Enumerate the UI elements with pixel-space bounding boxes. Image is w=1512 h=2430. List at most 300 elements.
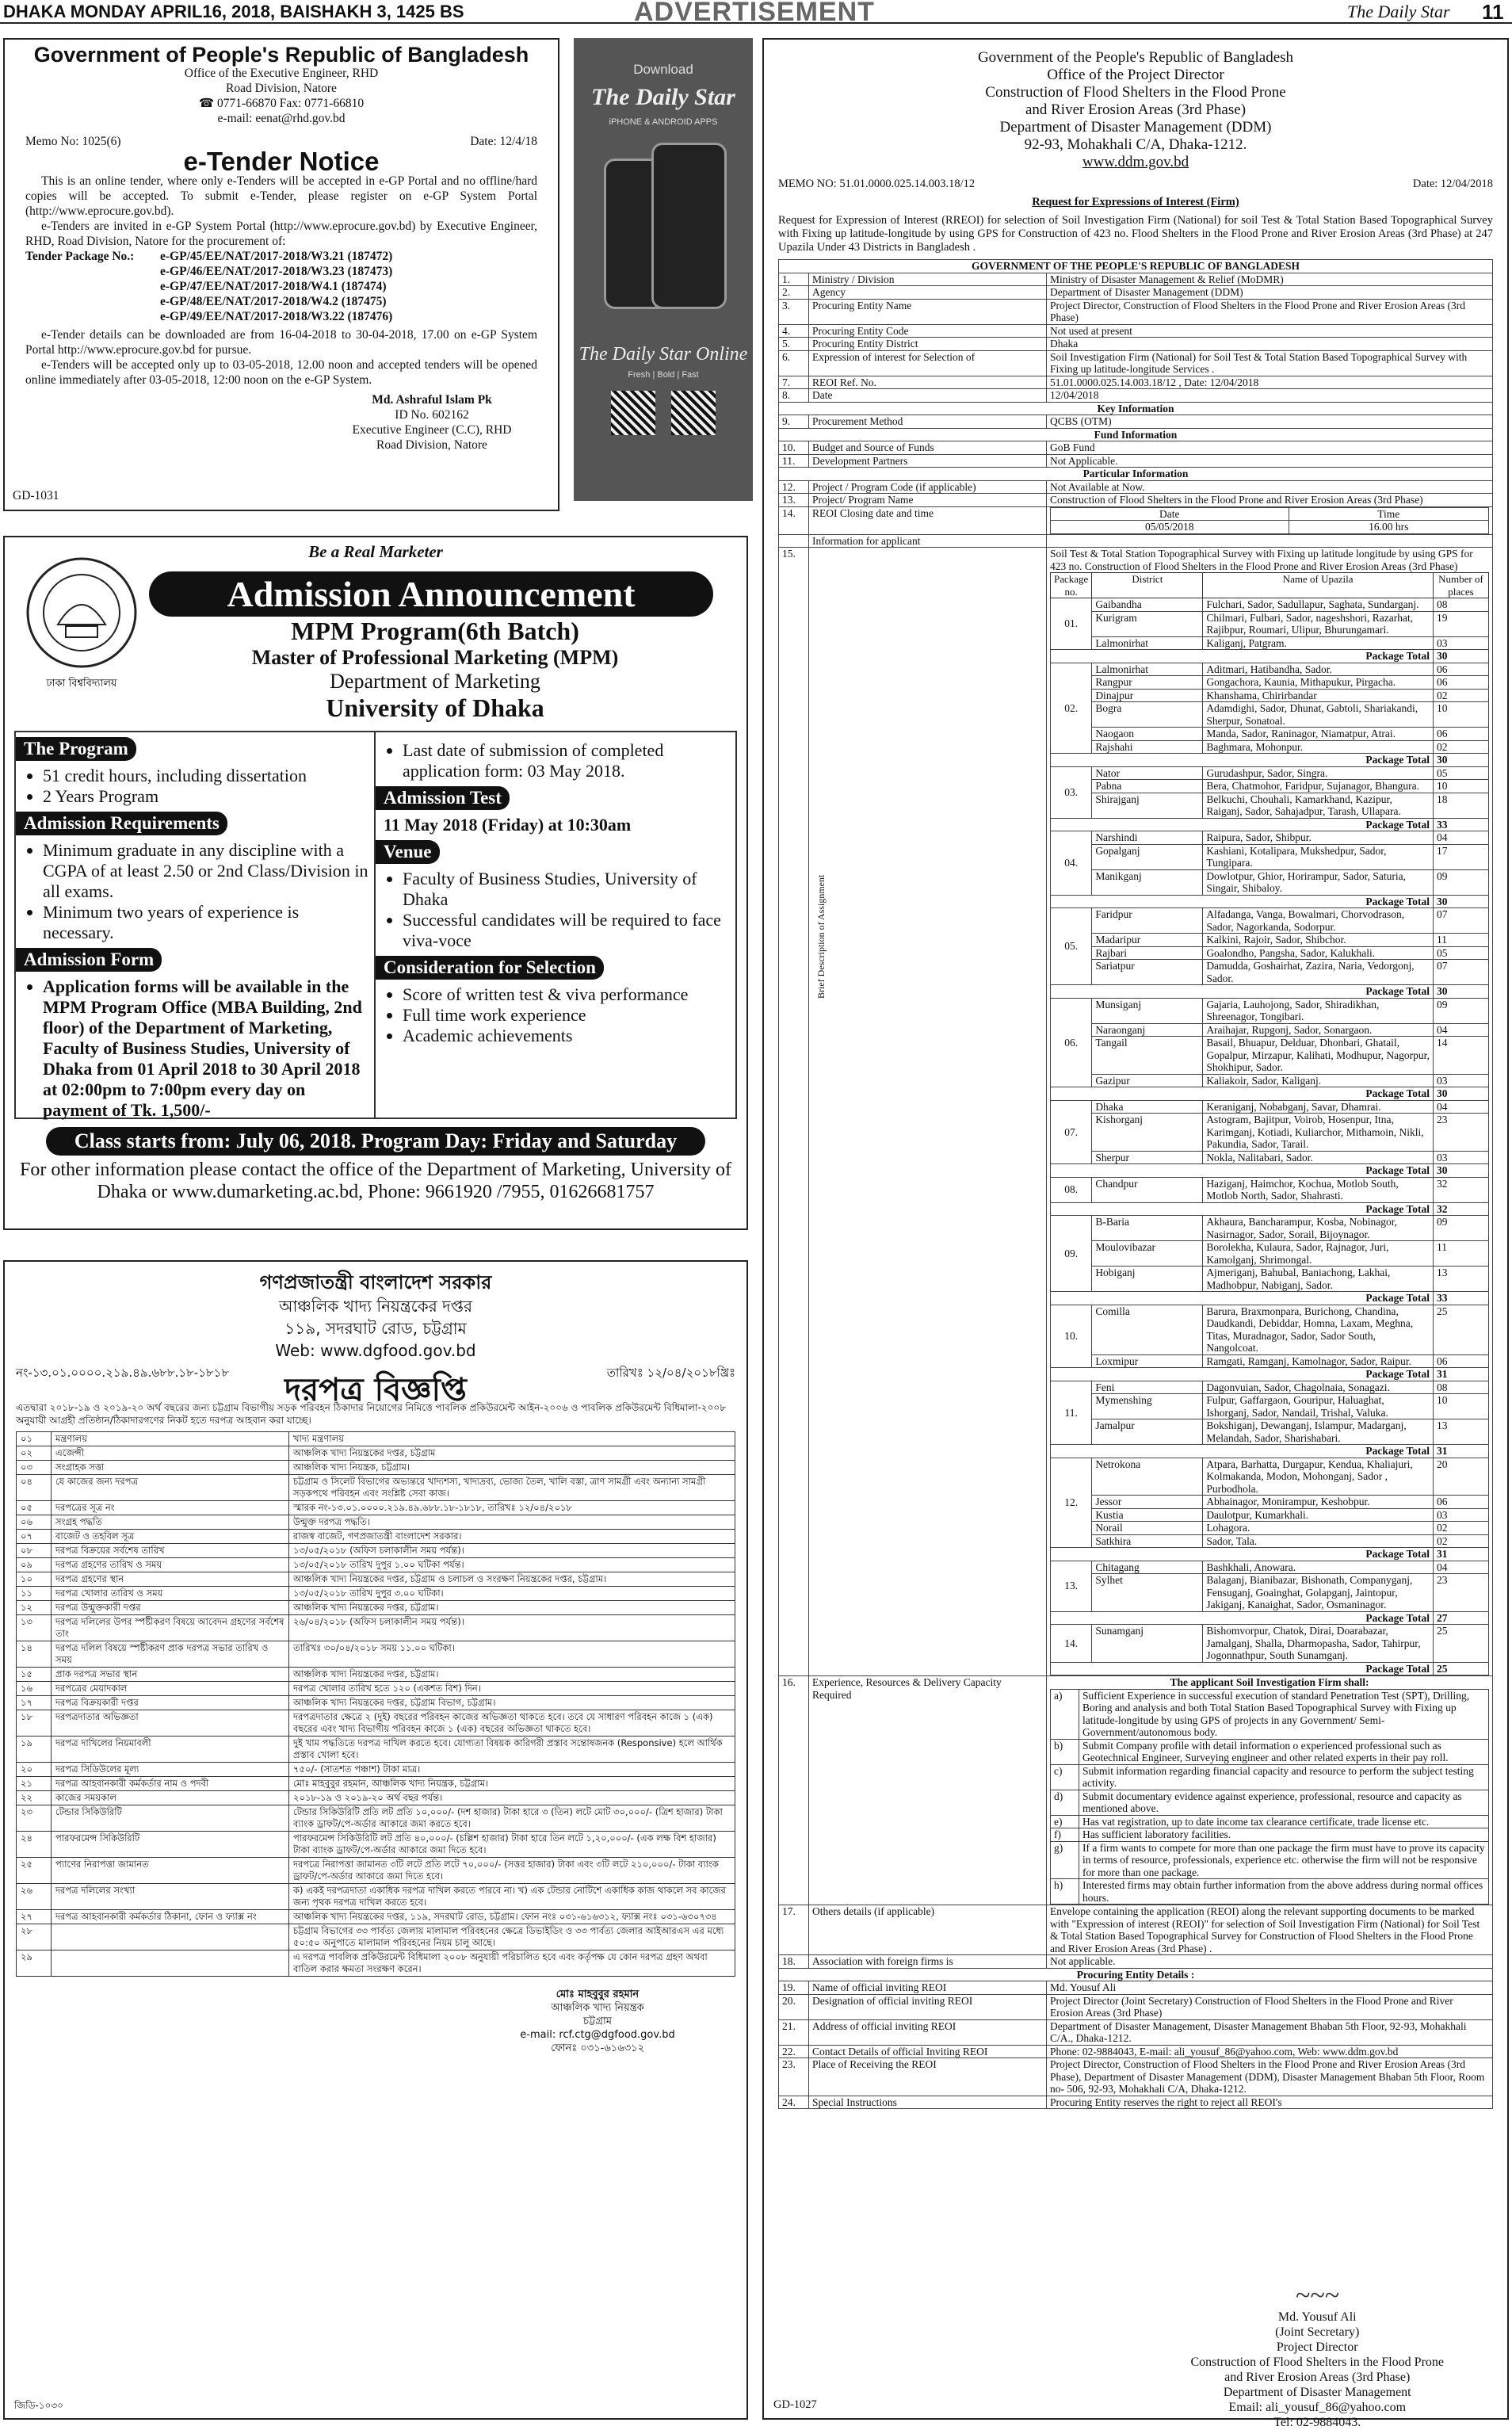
row-value (1047, 506, 1493, 534)
admission-title: Admission Announcement (149, 571, 713, 617)
row-value: দুই খাম পদ্ধতিতে দরপত্র দাখিল করতে হবে। যোগ্যতা বিষয়ক কারিগরী প্রস্তাব সন্তোষজনক (Responsive) হলে আর্থিক প্রস্তাব খোলা হবে। (289, 1737, 735, 1763)
package-total-label: Package Total (1051, 1164, 1434, 1178)
package-upazilas: Adamdighi, Sador, Dhunat, Gabtoli, Shariakandi, Sherpur, Sonatoal. (1203, 702, 1434, 728)
reoi-sig-line: Email: ali_yousuf_86@yahoo.com (1228, 2401, 1407, 2414)
tender-office: Office of the Executive Engineer, RHD (184, 67, 379, 80)
row-number: ২২ (17, 1791, 52, 1805)
tender-para-3: e-Tender details can be downloaded are from 16-04-2018 to 30-04-2018, 17.00 on e-GP System Portal http://www.eprocure.gov.bd for pursue. (25, 328, 537, 357)
package-total-row (1051, 818, 1489, 831)
row-label: মন্ত্রণালয় (52, 1432, 289, 1446)
degree-name: Master of Professional Marketing (MPM) (251, 646, 619, 669)
package-total-label: Package Total (1051, 818, 1434, 831)
gov-band (779, 260, 1493, 273)
package-row (1051, 1419, 1489, 1445)
package-row (1051, 1267, 1489, 1292)
package-upazilas: Aditmari, Hatibandha, Sador. (1203, 663, 1434, 676)
row-label: সংগ্রাহক সত্তা (52, 1461, 289, 1475)
package-places: 05 (1434, 946, 1489, 960)
brand-logo: The Daily Star (1347, 2, 1450, 21)
reoi-head-line: Construction of Flood Shelters in the Flood Prone (985, 84, 1286, 101)
package-upazilas: Kalkini, Rajoir, Sador, Shibchor. (1203, 934, 1434, 947)
row-value: দরপত্রদাতার ক্ষেত্রে ২ (দুই) বছরের পরিবহন কাজের অভিজ্ঞতা থাকতে হবে। তবে যে সাধারণ পরিবহন কাজে ১ (এক) বছরের এবং খাদ্য বিভাগীয় পরিবহন কাজে ১ (এক) বছরের অভিজ্ঞতা থাকতে হবে। (289, 1710, 735, 1737)
row-value: Soil Investigation Firm (National) for Soil Test & Total Station Based Topographical Survey with Fixing up latitude-longitude Services . (1047, 350, 1493, 376)
package-total: 33 (1434, 818, 1489, 831)
row-number: ০৬ (17, 1515, 52, 1530)
reoi-sig-line: Construction of Flood Shelters in the Flood Prone (1190, 2355, 1444, 2369)
reoi-memo: MEMO NO: 51.01.0000.025.14.003.18/12 (778, 178, 976, 190)
table-row (779, 1994, 1493, 2019)
package-district: Chitagang (1092, 1561, 1203, 1574)
reoi-head-line: Government of the People's Republic of Bangladesh (977, 49, 1294, 66)
package-row (1051, 946, 1489, 960)
row-value: GoB Fund (1047, 441, 1493, 455)
row-number: 24. (779, 2096, 809, 2109)
reoi-subtitle: Request for Expressions of Interest (Firm) (1032, 196, 1239, 208)
package-district: B-Baria (1092, 1216, 1203, 1241)
package-district: Madaripur (1092, 934, 1203, 947)
package-district: Hobiganj (1092, 1267, 1203, 1292)
table-row (17, 1587, 735, 1601)
row-number: 3. (779, 299, 809, 324)
list-marker: a) (1051, 1689, 1079, 1739)
table-row (17, 1501, 735, 1515)
package-upazilas: Belkuchi, Chouhali, Kamarkhand, Kazipur, Raiganj, Sador, Sahajadpur, Tarash, Ullapara. (1203, 793, 1434, 818)
row-value: এ দরপত্র পাবলিক প্রকিউরমেন্ট বিধিমালা ২০০৮ অনুযায়ী পরিচালিত হবে এবং কর্তৃপক্ষ যে কোন দরপত্র গ্রহণ অথবা বাতিল করার ক্ষমতা সংরক্ষণ করেন। (289, 1950, 735, 1977)
row-number: 21. (779, 2019, 809, 2045)
package-head (1051, 573, 1489, 598)
table-row (779, 506, 1493, 534)
package-upazilas: Manda, Sador, Raninagor, Niamatpur, Atrai. (1203, 728, 1434, 741)
reoi-head-line: and River Erosion Areas (3rd Phase) (1025, 101, 1247, 118)
bn-sig-place: চট্টগ্রাম (583, 2015, 612, 2027)
package-places: 04 (1434, 1100, 1489, 1114)
tender-signature (326, 392, 537, 453)
package-district: Moulovibazar (1092, 1241, 1203, 1267)
row-value: ১৩/০৫/২০১৮ (অফিস চলাকালীন সময় পর্যন্ত)। (289, 1544, 735, 1558)
table-row (17, 1432, 735, 1446)
package-total-label: Package Total (1051, 1202, 1434, 1216)
selection-heading: Consideration for Selection (376, 956, 604, 980)
row-label: দরপত্র দলিল বিষয়ে স্পষ্টীকরণ প্রাক দরপত্র সভার তারিখ ও সময় (52, 1641, 289, 1668)
list-item: • Successful candidates will be required to face viva-voce (403, 910, 735, 951)
row-value: Construction of Flood Shelters in the Flood Prone and River Erosion Areas (3rd Phase) (1047, 494, 1493, 507)
package-no: 10. (1051, 1305, 1092, 1368)
package-row (1051, 1561, 1489, 1574)
package-row (1051, 1216, 1489, 1241)
list-item (1051, 1828, 1489, 1842)
row-number (779, 534, 809, 548)
package-no: 03. (1051, 766, 1092, 818)
package-total-row (1051, 754, 1489, 767)
package-district: Pabna (1092, 780, 1203, 793)
row-label: দরপত্র আহবানকারী কর্মকর্তার নাম ও পদবী (52, 1777, 289, 1791)
list-item: • 2 Years Program (43, 786, 374, 807)
row-number: ১৩ (17, 1615, 52, 1641)
reoi-notice (762, 38, 1509, 2429)
table-row (779, 2019, 1493, 2045)
package-row (1051, 663, 1489, 676)
tender-code: GD-1031 (13, 489, 59, 502)
row-value: 12/04/2018 (1047, 389, 1493, 403)
package-places: 18 (1434, 793, 1489, 818)
package-total-label: Package Total (1051, 650, 1434, 663)
package-total: 30 (1434, 1164, 1489, 1178)
row-number: ০৮ (17, 1544, 52, 1558)
row-value: Phone: 02-9884043, E-mail: ali_yousuf_86@yahoo.com, Web: www.ddm.gov.bd (1047, 2045, 1493, 2058)
list-item: • Score of written test & viva performance (403, 984, 735, 1005)
package-district: Lalmonirhat (1092, 663, 1203, 676)
daily-star-app-ad[interactable] (574, 38, 753, 501)
list-item (1051, 1689, 1489, 1739)
row-number: 18. (779, 1955, 809, 1969)
row-number: 1. (779, 273, 809, 286)
row-label: দরপত্র গ্রহণের তারিখ ও সময় (52, 1558, 289, 1572)
tender-sig-title: Executive Engineer (C.C), RHD (352, 423, 512, 437)
package-row (1051, 1151, 1489, 1164)
package-district: Mymenshing (1092, 1394, 1203, 1419)
row-value: Envelope containing the application (REOI) along the relevant supporting documents to be marked with "Expression of interest (REOI)" for selection of Soil Investigation Firm (National) for Soil Test & Total Station Based Topographical Survey for Construction of Flood Shelters in the Flood Prone and River Erosion Areas (3rd Phase) . (1047, 1905, 1493, 1955)
package-places: 14 (1434, 1037, 1489, 1075)
list-text: If a firm wants to compete for more than one package the firm must have to prove its capacity in terms of resource, professionals, experience etc. otherwise the firm will not be responsive for more than one package. (1079, 1841, 1489, 1879)
package-places: 09 (1434, 998, 1489, 1023)
tender-para-1: This is an online tender, where only e-Tenders will be accepted in e-GP Portal and no offline/hard copies will be accepted. To submit e-Tender, please register on e-GP System Portal (http://www.eprocure.gov.bd). (25, 174, 537, 218)
package-places: 08 (1434, 598, 1489, 612)
package-district: Netrokona (1092, 1458, 1203, 1496)
package-header: District (1092, 573, 1203, 598)
package-row (1051, 1100, 1489, 1114)
list-item (1051, 1739, 1489, 1764)
row-number: 17. (779, 1905, 809, 1955)
package-upazilas: Nokla, Nalitabari, Sador. (1203, 1151, 1434, 1164)
package-total-row (1051, 895, 1489, 908)
row-number: ০২ (17, 1446, 52, 1461)
row-number: 9. (779, 415, 809, 429)
package-total: 27 (1434, 1611, 1489, 1625)
package-upazilas: Barura, Braxmonpara, Burichong, Chandina, Daudkandi, Debiddar, Homna, Laxam, Meghna, Titas, Muradnagor, Sador, Sador South, Nangolcoat. (1203, 1305, 1434, 1354)
package-total-row (1051, 1662, 1489, 1675)
table-row (779, 441, 1493, 455)
row-value: চট্টগ্রাম বিভাগের ৩৩ পার্বত্য জেলায় মালামাল পরিবহনের ক্ষেত্রে ডিভাইডিং ও ৩৩ পার্বত্য জেলার আইআরএস এর মধ্যে ৫০:৫০ অনুপাতে মালামাল পরিবহনের নিয়ম চালু আছে। (289, 1924, 735, 1950)
list-item (1051, 1815, 1489, 1828)
table-row (779, 454, 1493, 468)
package-total-label: Package Total (1051, 1611, 1434, 1625)
procuring-entity-band (779, 1968, 1493, 1981)
package-total-label: Package Total (1051, 1548, 1434, 1561)
row-number: 4. (779, 324, 809, 338)
row-value: ২০১৮-১৯ ও ২০১৯-২০ অর্থ বছর পর্যন্ত। (289, 1791, 735, 1805)
table-row (779, 1905, 1493, 1955)
bn-signature (460, 1988, 735, 2055)
package-row (1051, 1354, 1489, 1368)
row-number: ২৭ (17, 1910, 52, 1924)
package-no: 01. (1051, 598, 1092, 650)
row-value: আঞ্চলিক খাদ্য নিয়ন্ত্রকের দপ্তর, চট্টগ্রাম ও চলাচল ও সংরক্ষণ নিয়ন্ত্রকের দপ্তর, চট্টগ্রাম। (289, 1572, 735, 1587)
reoi-signature (1190, 2283, 1444, 2430)
bn-sig-email: e-mail: rcf.ctg@dgfood.gov.bd (520, 2029, 675, 2041)
reoi-head-line: Department of Disaster Management (DDM) (999, 119, 1272, 136)
package-places: 17 (1434, 844, 1489, 869)
row-number: ২০ (17, 1763, 52, 1777)
closing-date-head: Date (1051, 507, 1289, 521)
row-value: ক) একই দরপত্রদাতা একাধিক দরপত্র দাখিল করতে পারবে না। খ) এক টেন্ডার নোটিশে একাধিক কাজ থাকলে সব কাজের জন্য পৃথক দরপত্র দাখিল করতে হবে। (289, 1884, 735, 1910)
package-upazilas: Bashkhali, Anowara. (1203, 1561, 1434, 1574)
bn-code: জিডি-১০৩০ (14, 2400, 63, 2411)
package-district: Rangpur (1092, 676, 1203, 690)
row-value: স্মারক নং-১৩.০১.০০০০.২১৯.৪৯.৬৮৮.১৮-১৮১৮, তারিখঃ ১২/০৪/২০১৮ (289, 1501, 735, 1515)
table-row (17, 1805, 735, 1832)
reoi-head-line: 92-93, Mohakhali C/A, Dhaka-1212. (1024, 136, 1247, 153)
tender-package: e-GP/49/EE/NAT/2017-2018/W3.22 (187476) (160, 310, 393, 323)
package-upazilas: Ramgati, Ramganj, Kamolnagor, Sador, Raipur. (1203, 1354, 1434, 1368)
table-row (779, 480, 1493, 494)
package-places: 04 (1434, 1561, 1489, 1574)
item-16-head: The applicant Soil Investigation Firm shall: (1170, 1676, 1369, 1688)
table-row (779, 324, 1493, 338)
row-value: QCBS (OTM) (1047, 415, 1493, 429)
package-places: 25 (1434, 1625, 1489, 1663)
list-text: Submit documentary evidence against experience, professional, resource and capacity as mentioned above. (1079, 1790, 1489, 1815)
package-places: 06 (1434, 663, 1489, 676)
package-row (1051, 1394, 1489, 1419)
bn-sig-phone: ফোনঃ ০৩১-৬১৬৩১২ (550, 2042, 645, 2054)
closing-time: 16.00 hrs (1289, 521, 1489, 534)
package-district: Rajbari (1092, 946, 1203, 960)
package-upazilas: Raipura, Sador, Shibpur. (1203, 831, 1434, 845)
row-value: পারফরমেন্স সিকিউরিটি লট প্রতি ৪০,০০০/- (চল্লিশ হাজার) টাকা হারে তিন লটে ১,২০,০০০/- (এক লক্ষ বিশ হাজার) টাকা ব্যাংক ড্রাফট/পে-অর্ডার আকারে জমা দিতে হবে। (289, 1832, 735, 1858)
package-places: 08 (1434, 1381, 1489, 1394)
bengali-tender-notice (3, 1260, 748, 2420)
row-label: Date (809, 389, 1047, 403)
list-item: • Faculty of Business Studies, University of Dhaka (403, 869, 735, 910)
table-row (17, 1910, 735, 1924)
package-row (1051, 1177, 1489, 1202)
row-value: আঞ্চলিক খাদ্য নিয়ন্ত্রকের দপ্তর, চট্টগ্রাম। (289, 1601, 735, 1615)
package-no: 07. (1051, 1100, 1092, 1164)
tender-package: e-GP/47/EE/NAT/2017-2018/W4.1 (187474) (160, 280, 387, 293)
package-row (1051, 1522, 1489, 1535)
venue-heading: Venue (376, 840, 440, 864)
requirements-list (16, 840, 374, 943)
row-label: দরপত্র গ্রহণের স্থান (52, 1572, 289, 1587)
package-upazilas: Damudda, Goshairhat, Zazira, Naria, Vedorgonj, Sador. (1203, 960, 1434, 985)
package-district: Chandpur (1092, 1177, 1203, 1202)
package-upazilas: Baghmara, Mohonpur. (1203, 740, 1434, 754)
row-number: ২১ (17, 1777, 52, 1791)
package-table (1050, 572, 1489, 1675)
row-value: Not Available at Now. (1047, 480, 1493, 494)
admission-announcement (3, 536, 748, 1230)
row-number: ২৬ (17, 1884, 52, 1910)
package-places: 06 (1434, 676, 1489, 690)
package-row (1051, 598, 1489, 612)
ad-brand: The Daily Star (591, 84, 735, 110)
package-no: 08. (1051, 1177, 1092, 1202)
table-row (17, 1924, 735, 1950)
package-total-label: Package Total (1051, 1292, 1434, 1305)
row-label: প্যাণের নিরাপত্তা জামানত (52, 1858, 289, 1884)
row-number: 2. (779, 286, 809, 300)
package-places: 11 (1434, 934, 1489, 947)
package-district: Munsiganj (1092, 998, 1203, 1023)
bn-title: দরপত্র বিজ্ঞপ্তি (284, 1372, 467, 1408)
bn-date: তারিখঃ ১২/০৪/২০১৮খ্রিঃ (606, 1366, 735, 1380)
package-upazilas: Kaliganj, Patgram. (1203, 636, 1434, 650)
list-text: Submit Company profile with detail information o experienced professional such as Geotechnical Engineer, Surveying engineer and other related experts in their pay roll. (1079, 1739, 1489, 1764)
package-district: Rajshahi (1092, 740, 1203, 754)
row-label: REOI Closing date and time (809, 506, 1047, 534)
package-upazilas: Fulpur, Gaffargaon, Gouripur, Haluaghat, Ishorganj, Sador, Nandail, Trishal, Valuka. (1203, 1394, 1434, 1419)
row-value: Project Director, Construction of Flood Shelters in the Flood Prone and River Erosion Areas (3rd Phase) (1047, 299, 1493, 324)
row-number: ০৯ (17, 1558, 52, 1572)
package-row (1051, 1458, 1489, 1496)
tender-package: e-GP/45/EE/NAT/2017-2018/W3.21 (187472) (160, 250, 393, 263)
row-number: ১২ (17, 1601, 52, 1615)
package-row (1051, 1241, 1489, 1267)
list-marker: b) (1051, 1739, 1079, 1764)
tender-packages (25, 249, 537, 324)
reoi-website[interactable]: www.ddm.gov.bd (1082, 154, 1189, 170)
package-total: 30 (1434, 754, 1489, 767)
package-district: Sherpur (1092, 1151, 1203, 1164)
package-district: Gopalganj (1092, 844, 1203, 869)
key-info-band-cell: Key Information (779, 402, 1493, 415)
package-upazilas: Atpara, Barhatta, Durgapur, Kendua, Khaliajuri, Kolmakanda, Modon, Mohonganj, Sador , Purbodhola. (1203, 1458, 1434, 1496)
package-district: Bogra (1092, 702, 1203, 728)
row-label: দরপত্র বিক্রয়কারী দপ্তর (52, 1696, 289, 1710)
package-places: 04 (1434, 831, 1489, 845)
package-district: Manikganj (1092, 869, 1203, 895)
table-row (17, 1696, 735, 1710)
table-row (17, 1530, 735, 1544)
package-places: 13 (1434, 1419, 1489, 1445)
table-row (17, 1572, 735, 1587)
package-total-row (1051, 1611, 1489, 1625)
row-value: চট্টগ্রাম ও সিলেট বিভাগের অভ্যন্তরে খাদ্যশস্য, খাদ্যদ্রব্য, ভোজ্য তৈল, খালি বস্তা, ত্রাণ সামগ্রী এবং অন্যান্য সামগ্রী সড়কপথে পরিবহন এবং সংশ্লিষ্ট সেবা কাজ। (289, 1475, 735, 1501)
row-label: যে কাজের জন্য দরপত্র (52, 1475, 289, 1501)
package-row (1051, 728, 1489, 741)
package-district: Faridpur (1092, 908, 1203, 934)
test-date: 11 May 2018 (Friday) at 10:30am (384, 815, 632, 835)
package-total-row (1051, 1292, 1489, 1305)
package-upazilas: Gajaria, Lauhojong, Sador, Shiradikhan, Shreenagor, Tongibari. (1203, 998, 1434, 1023)
package-upazilas: Khanshama, Chirirbandar (1203, 689, 1434, 702)
table-row (779, 389, 1493, 403)
row-label: Agency (809, 286, 1047, 300)
package-places: 07 (1434, 960, 1489, 985)
package-places: 11 (1434, 1241, 1489, 1267)
package-district: Kustia (1092, 1508, 1203, 1522)
package-district: Jamalpur (1092, 1419, 1203, 1445)
phones-image (596, 143, 731, 325)
row-label: Procurement Method (809, 415, 1047, 429)
package-district: Gazipur (1092, 1074, 1203, 1087)
package-upazilas: Haziganj, Haimchor, Kochua, Motlob South, Motlob North, Sador, Shahrasti. (1203, 1177, 1434, 1202)
row-value: আঞ্চলিক খাদ্য নিয়ন্ত্রকের দপ্তর, ১১৯, সদরঘাট রোড, চট্টগ্রাম। ফোন নংঃ ০৩১-৬১৬৩১২, ফ্যাক্স নংঃ ০৩১-৬৩০৭৩৪ (289, 1910, 735, 1924)
bn-website: Web: www.dgfood.gov.bd (275, 1341, 476, 1360)
package-row (1051, 1534, 1489, 1548)
table-row (17, 1682, 735, 1696)
package-total-label: Package Total (1051, 895, 1434, 908)
row-number: ১৪ (17, 1641, 52, 1668)
tender-package-list (160, 249, 392, 324)
row-value: Dhaka (1047, 338, 1493, 351)
package-row (1051, 1037, 1489, 1075)
package-upazilas: Fulchari, Sador, Sadullapur, Saghata, Sundarganj. (1203, 598, 1434, 612)
package-upazilas: Dowlotpur, Ghior, Horirampur, Sador, Saturia, Singair, Shibaloy. (1203, 869, 1434, 895)
package-header: Name of Upazila (1203, 573, 1434, 598)
package-no: 02. (1051, 663, 1092, 754)
package-upazilas: Bokshiganj, Dewanganj, Islampur, Madarganj, Melandah, Sador, Sharishabari. (1203, 1419, 1434, 1445)
department-name: Department of Marketing (330, 670, 540, 693)
row-value: খাদ্য মন্ত্রণালয় (289, 1432, 735, 1446)
list-text: Submit information regarding financial capacity and resource to perform the subject testing activity. (1079, 1764, 1489, 1790)
package-row (1051, 1625, 1489, 1663)
item-15-text: Soil Test & Total Station Topographical Survey with Fixing up latitude longitude by using GPS for 423 no. Construction of Flood Shelters in the Flood Prone and River Erosion Areas (3rd Phase) (1050, 548, 1473, 572)
package-district: Lalmonirhat (1092, 636, 1203, 650)
package-no: 05. (1051, 908, 1092, 985)
package-district: Shirajganj (1092, 793, 1203, 818)
table-row (17, 1558, 735, 1572)
ad-tagline: Fresh | Bold | Fast (628, 370, 699, 380)
package-district: Narshindi (1092, 831, 1203, 845)
row-label: দরপত্র দলিলের সংখ্যা (52, 1884, 289, 1910)
package-total-row (1051, 1164, 1489, 1178)
package-upazilas: Balaganj, Bianibazar, Bishonath, Companyganj, Fensuganj, Goainghat, Golapganj, Jaintopur, Jakiganj, Kanaighat, Sador, Osmaninagor. (1203, 1574, 1434, 1612)
program-heading: The Program (16, 737, 136, 761)
package-row (1051, 689, 1489, 702)
package-district: Jessor (1092, 1496, 1203, 1509)
qr-code-ios-icon[interactable] (611, 391, 655, 435)
list-item: • Last date of submission of completed application form: 03 May 2018. (403, 740, 735, 781)
list-item: • Minimum graduate in any discipline with a CGPA of at least 2.50 or 2nd Class/Division in all exams. (43, 840, 374, 902)
tender-division: Road Division, Natore (226, 82, 337, 95)
package-upazilas: Keraniganj, Nobabganj, Savar, Dhamrai. (1203, 1100, 1434, 1114)
package-upazilas: Araihajar, Rupgonj, Sador, Sonargaon. (1203, 1023, 1434, 1037)
package-district: Naraonganj (1092, 1023, 1203, 1037)
reoi-sig-line: Department of Disaster Management (1223, 2386, 1411, 2399)
table-row (17, 1763, 735, 1777)
tender-para-2: e-Tenders are invited in e-GP System Portal (http://www.eprocure.gov.bd) by Executive Engineer, RHD, Road Division, Natore for the procurement of: (25, 220, 537, 248)
package-row (1051, 1023, 1489, 1037)
row-label: পারফরমেন্স সিকিউরিটি (52, 1832, 289, 1858)
table-row (779, 2045, 1493, 2058)
row-value: মোঃ মাহবুবুর রহমান, আঞ্চলিক খাদ্য নিয়ন্ত্রক, চট্টগ্রাম। (289, 1777, 735, 1791)
reoi-head-line: Office of the Project Director (1047, 67, 1224, 83)
table-row (17, 1446, 735, 1461)
list-text: Has sufficient laboratory facilities. (1079, 1828, 1489, 1842)
list-item: • Minimum two years of experience is necessary. (43, 902, 374, 943)
package-places: 06 (1434, 728, 1489, 741)
package-places: 10 (1434, 780, 1489, 793)
particular-info-band-cell: Particular Information (779, 468, 1493, 481)
row-value: তারিখঃ ৩০/০৪/২০১৮ সময় ১১.০০ ঘটিকা। (289, 1641, 735, 1668)
package-places: 05 (1434, 766, 1489, 780)
table-row (17, 1641, 735, 1668)
package-total: 33 (1434, 1292, 1489, 1305)
package-upazilas: Bishomvorpur, Chatok, Dirai, Doarabazar, Jamalganj, Shalla, Dharmopasha, Sador, Tahirpur, Jogonnathpur, South Sunamganj. (1203, 1625, 1434, 1663)
bn-memo: নং-১৩.০১.০০০০.২১৯.৪৯.৬৮৮.১৮-১৮১৮ (16, 1366, 230, 1380)
package-district: Feni (1092, 1381, 1203, 1394)
table-row (779, 2096, 1493, 2109)
bn-address: ১১৯, সদরঘাট রোড, চট্টগ্রাম (284, 1319, 467, 1338)
row-value: টেন্ডার সিকিউরিটি প্রতি লট প্রতি ১০,০০০/- (দশ হাজার) টাকা হারে ৩ (তিন) লটে মোট ৩০,০০০/- (ত্রিশ হাজার) টাকা ব্যাংক ড্রাফট/পে-অর্ডার আকারে জমা করতে হবে। (289, 1805, 735, 1832)
package-places: 25 (1434, 1305, 1489, 1354)
package-places: 03 (1434, 636, 1489, 650)
package-no: 11. (1051, 1381, 1092, 1445)
package-row (1051, 611, 1489, 636)
qr-code-android-icon[interactable] (671, 391, 716, 435)
row-label: দরপত্র বিক্রয়ের সর্বশেষ তারিখ (52, 1544, 289, 1558)
